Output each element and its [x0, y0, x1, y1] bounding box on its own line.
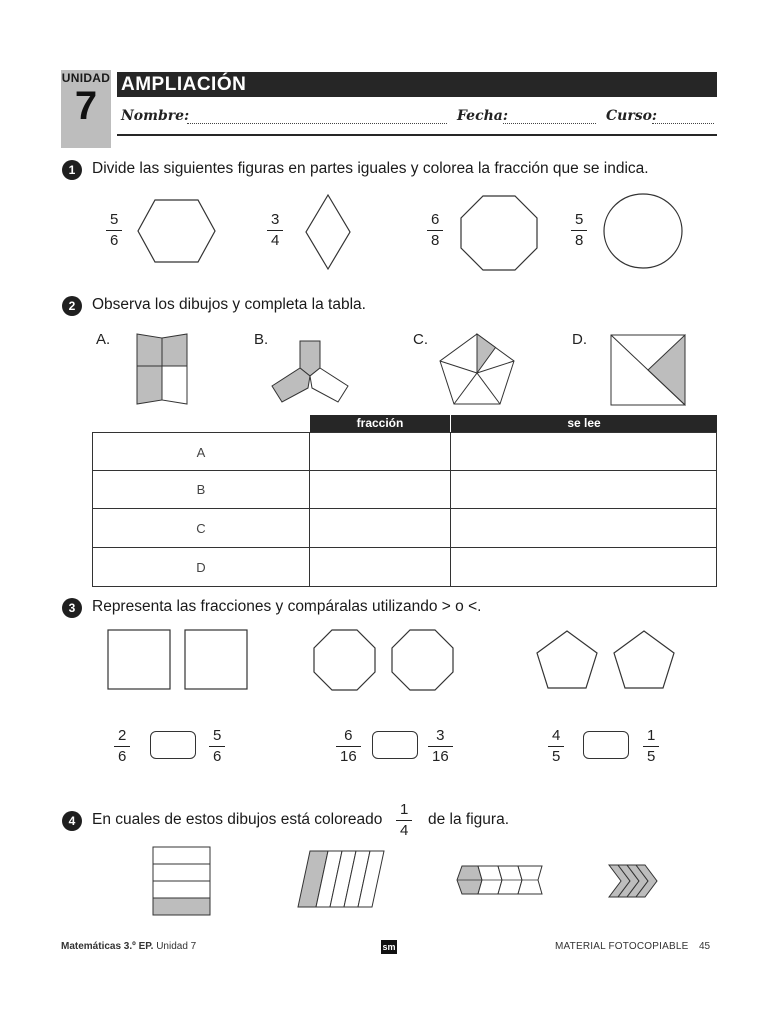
name-label: Nombre: [121, 108, 190, 124]
question-2-text: Observa los dibujos y completa la tabla. [92, 296, 366, 313]
fraction-cell-b[interactable] [310, 471, 451, 509]
drawing-d-icon [608, 332, 688, 408]
table-header-reading: se lee [451, 415, 717, 432]
q1-fraction-4: 5 8 [571, 211, 587, 250]
date-field[interactable] [503, 123, 596, 124]
pentagon-icon[interactable] [534, 629, 678, 691]
question-4-text: En cuales de estos dibujos está coloreado [92, 811, 383, 828]
square-icon[interactable] [107, 629, 249, 691]
fraction-cell-c[interactable] [310, 509, 451, 548]
question-4-text-end: de la figura. [428, 811, 509, 828]
octagon-icon[interactable] [312, 628, 456, 692]
page-number: 45 [699, 941, 711, 952]
page-title: AMPLIACIÓN [121, 74, 247, 95]
unit-word: UNIDAD [61, 71, 111, 85]
footer-book-title: Matemáticas 3.º EP. [61, 941, 154, 952]
row-label-a: A [92, 432, 310, 471]
q1-fraction-2: 3 4 [267, 211, 283, 250]
name-field[interactable] [187, 123, 447, 124]
table-header-fraction: fracción [310, 415, 450, 432]
fraction-cell-a[interactable] [310, 432, 451, 471]
question-3-number: 3 [62, 598, 82, 618]
q3-fraction-left-2: 6 16 [336, 727, 361, 766]
circle-icon[interactable] [601, 192, 685, 272]
question-4-number: 4 [62, 811, 82, 831]
chevron-arrows-icon[interactable] [606, 862, 660, 900]
hexagon-icon[interactable] [136, 198, 218, 264]
question-1-number: 1 [62, 160, 82, 180]
row-label-c: C [92, 509, 310, 548]
footer-copy-label: MATERIAL FOTOCOPIABLE [555, 941, 689, 952]
comparison-box-3[interactable] [583, 731, 629, 759]
header-rule [117, 134, 717, 136]
reading-cell-c[interactable] [451, 509, 717, 548]
comparison-box-1[interactable] [150, 731, 196, 759]
parallelogram-strips-icon[interactable] [296, 848, 386, 910]
question-3-text: Representa las fracciones y compáralas utilizando > o <. [92, 598, 482, 615]
rhombus-icon[interactable] [303, 193, 353, 271]
q3-fraction-right-1: 5 6 [209, 727, 225, 766]
drawing-b-label: B. [254, 331, 269, 348]
q3-fraction-right-3: 1 5 [643, 727, 659, 766]
date-label: Fecha: [457, 108, 509, 124]
q3-fraction-right-2: 3 16 [428, 727, 453, 766]
stacked-rectangles-icon[interactable] [151, 845, 213, 917]
course-label: Curso: [606, 108, 658, 124]
drawing-c-label: C. [413, 331, 428, 348]
footer-unit: Unidad 7 [156, 941, 197, 952]
course-field[interactable] [652, 123, 714, 124]
comparison-box-2[interactable] [372, 731, 418, 759]
drawing-a-icon [134, 330, 190, 406]
drawing-d-label: D. [572, 331, 587, 348]
q1-fraction-1: 5 6 [106, 211, 122, 250]
q4-fraction: 1 4 [396, 801, 412, 840]
drawing-c-icon [436, 331, 518, 407]
octagon-icon[interactable] [458, 194, 540, 272]
row-label-d: D [92, 548, 310, 587]
reading-cell-d[interactable] [451, 548, 717, 587]
row-label-b: B [92, 471, 310, 509]
fraction-cell-d[interactable] [310, 548, 451, 587]
sm-logo: sm [382, 942, 396, 952]
q1-fraction-3: 6 8 [427, 211, 443, 250]
question-2-number: 2 [62, 296, 82, 316]
reading-cell-a[interactable] [451, 432, 717, 471]
footer-book [61, 941, 196, 952]
hexagon-chain-icon[interactable] [454, 863, 548, 897]
reading-cell-b[interactable] [451, 471, 717, 509]
q3-fraction-left-1: 2 6 [114, 727, 130, 766]
drawing-b-icon [268, 338, 352, 406]
unit-number: 7 [74, 84, 98, 128]
question-1-text: Divide las siguientes figuras en partes iguales y colorea la fracción que se indica. [92, 160, 649, 177]
drawing-a-label: A. [96, 331, 111, 348]
q3-fraction-left-3: 4 5 [548, 727, 564, 766]
